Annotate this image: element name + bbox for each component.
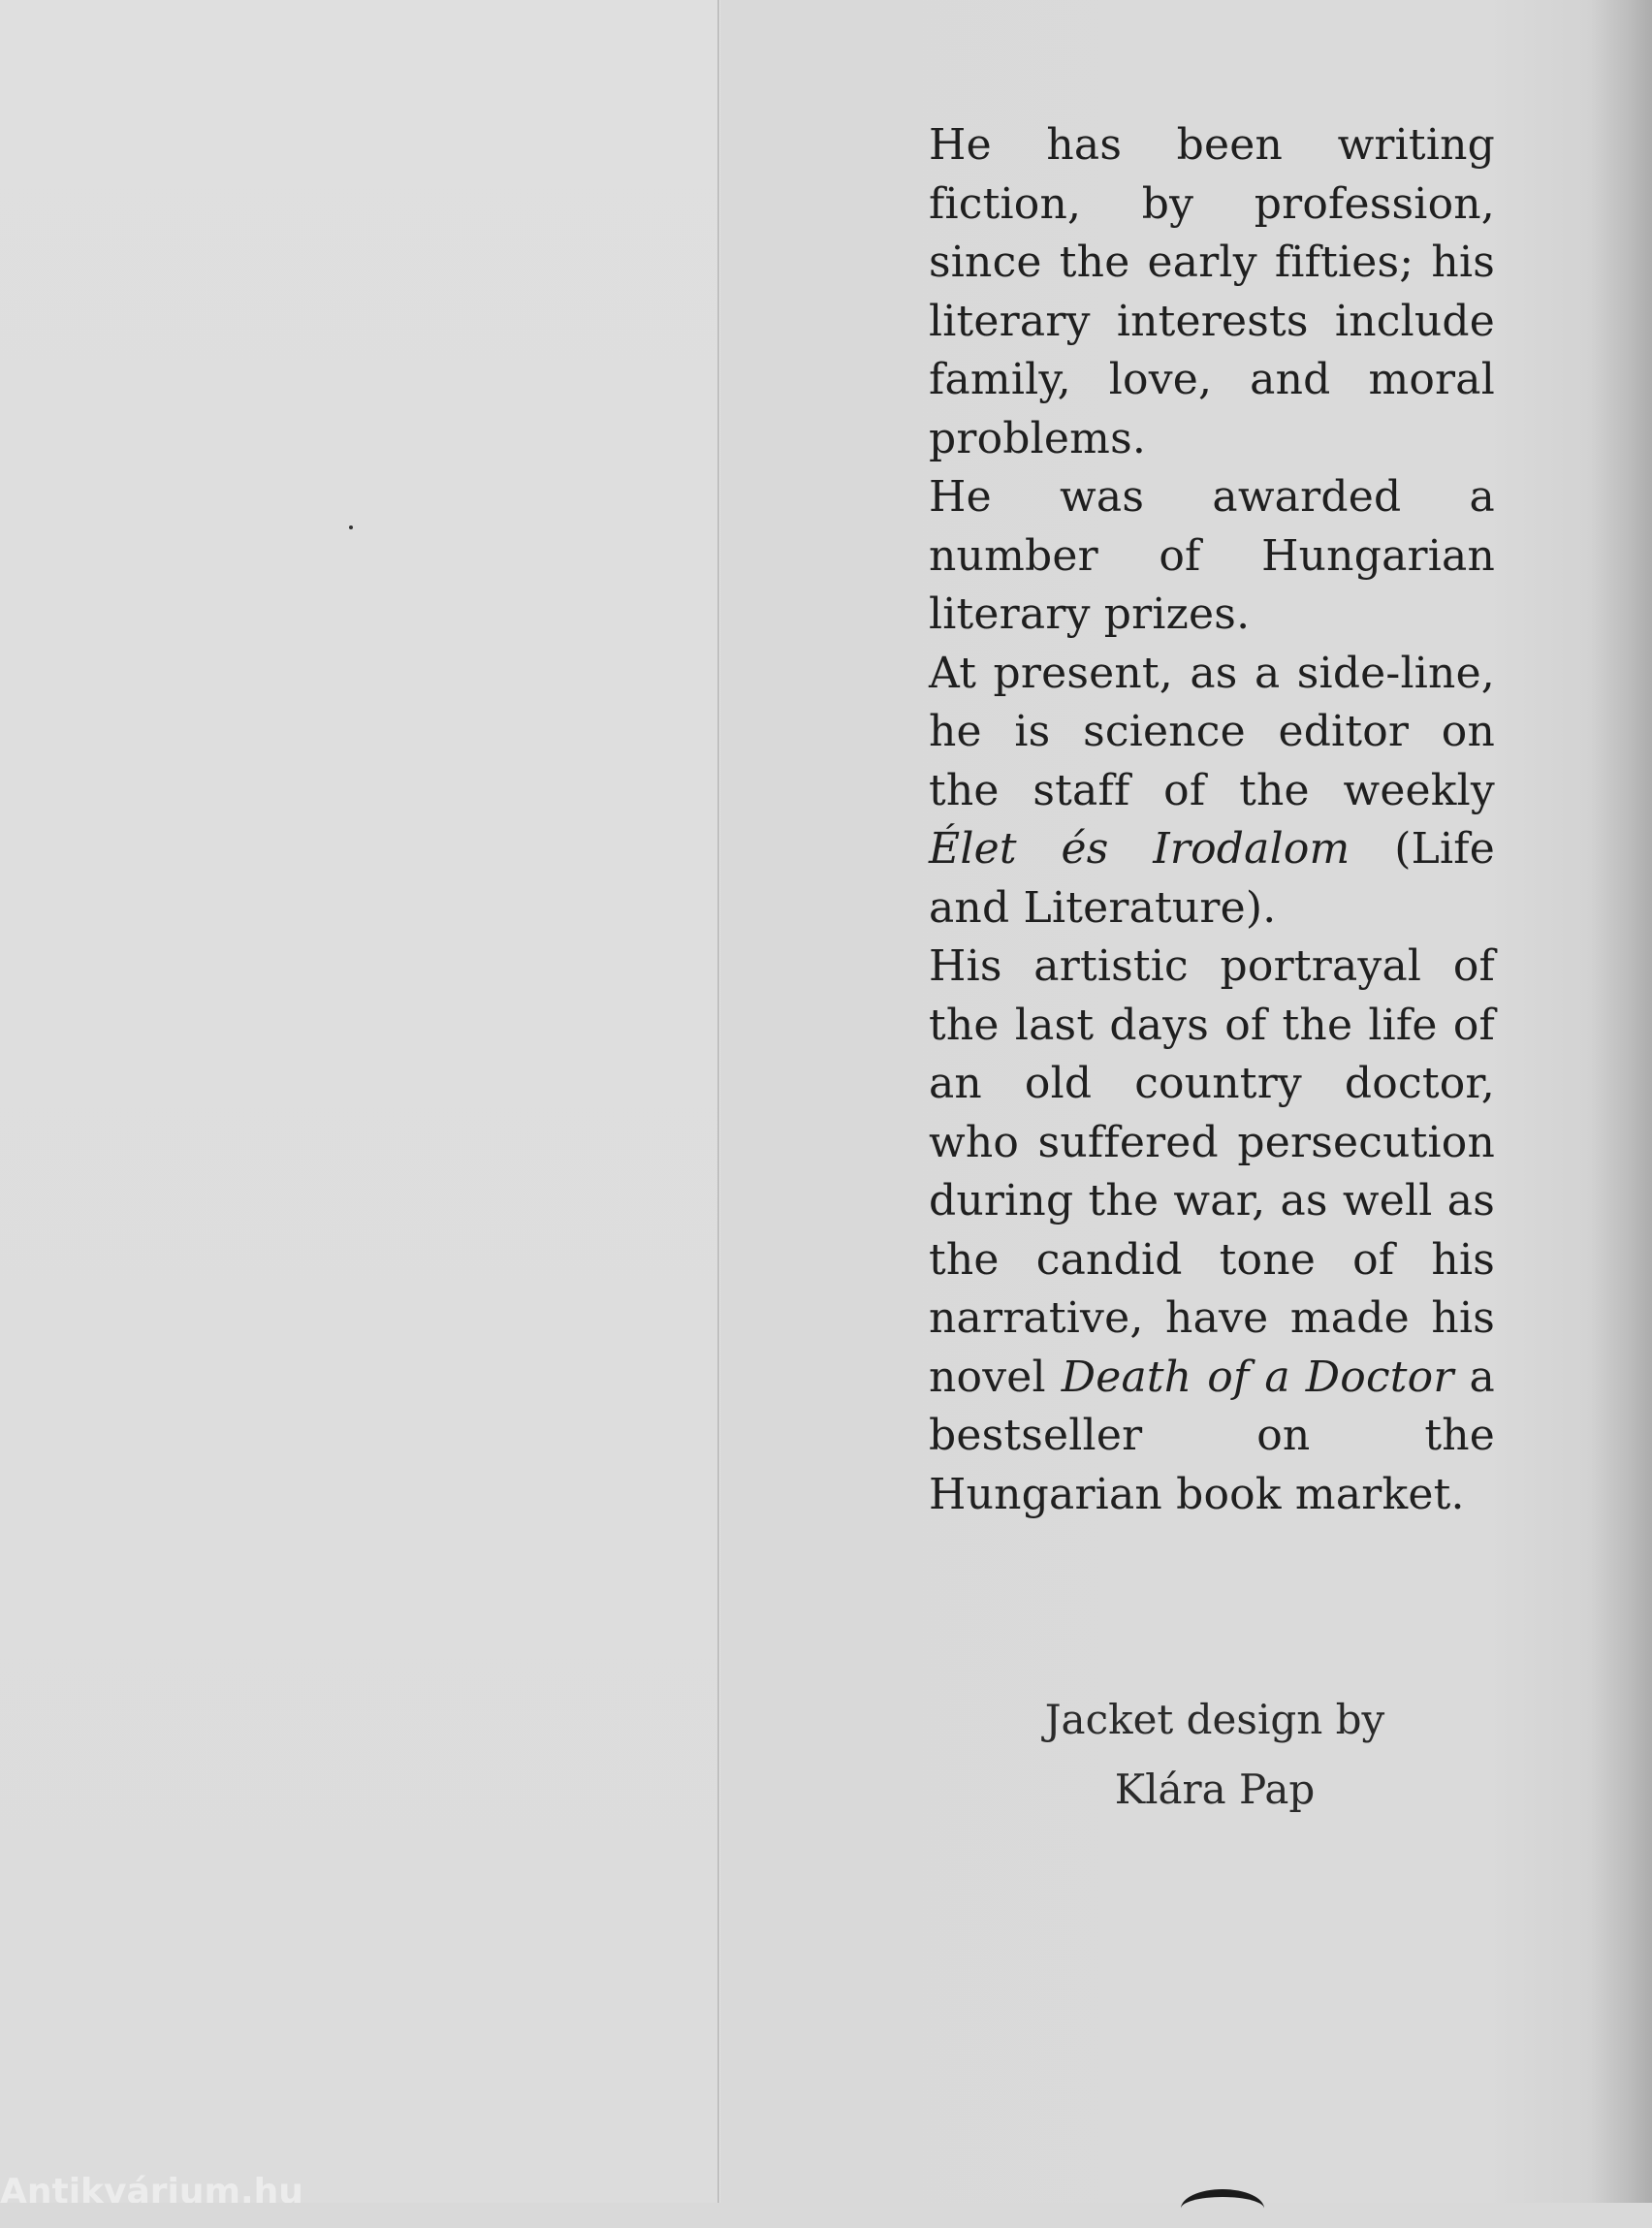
bio-paragraph-4-text-end: a bestseller on the Hungarian book market. bbox=[929, 1352, 1495, 1519]
watermark: Antikvárium.hu bbox=[0, 2172, 303, 2203]
jacket-credit bbox=[929, 1685, 1501, 1825]
speck-mark bbox=[349, 525, 353, 529]
bio-paragraph-4 bbox=[929, 938, 1495, 1524]
jacket-credit-line-1: Jacket design by bbox=[1044, 1696, 1385, 1743]
fold-line bbox=[717, 0, 719, 2203]
left-jacket-flap bbox=[0, 0, 717, 2203]
bio-paragraph-3 bbox=[929, 645, 1495, 939]
novel-title: Death of a Doctor bbox=[1061, 1352, 1454, 1402]
right-edge-shadow bbox=[1590, 0, 1652, 2203]
magazine-title: Élet és Irodalom bbox=[929, 824, 1350, 874]
author-bio bbox=[929, 116, 1495, 1524]
bio-paragraph-2: He was awarded a number of Hungarian literary prizes. bbox=[929, 472, 1495, 639]
bio-paragraph-3-text-start: At present, as a side-line, he is science editor on the staff of the weekly bbox=[929, 648, 1495, 815]
jacket-credit-line-2: Klára Pap bbox=[1114, 1766, 1316, 1813]
bio-paragraph-3-text-end: (Life and Literature). bbox=[929, 824, 1495, 933]
bottom-edge-mark bbox=[1181, 2189, 1264, 2228]
bio-paragraph-1: He has been writing fiction, by profession, since the early fifties; his literary interests include family, love, and moral problems. bbox=[929, 120, 1495, 463]
bio-paragraph-4-text-start: His artistic portrayal of the last days of the life of an old country doctor, who suffered persecution during the war, as well as the candid tone of his narrative, have made his novel bbox=[929, 941, 1495, 1402]
